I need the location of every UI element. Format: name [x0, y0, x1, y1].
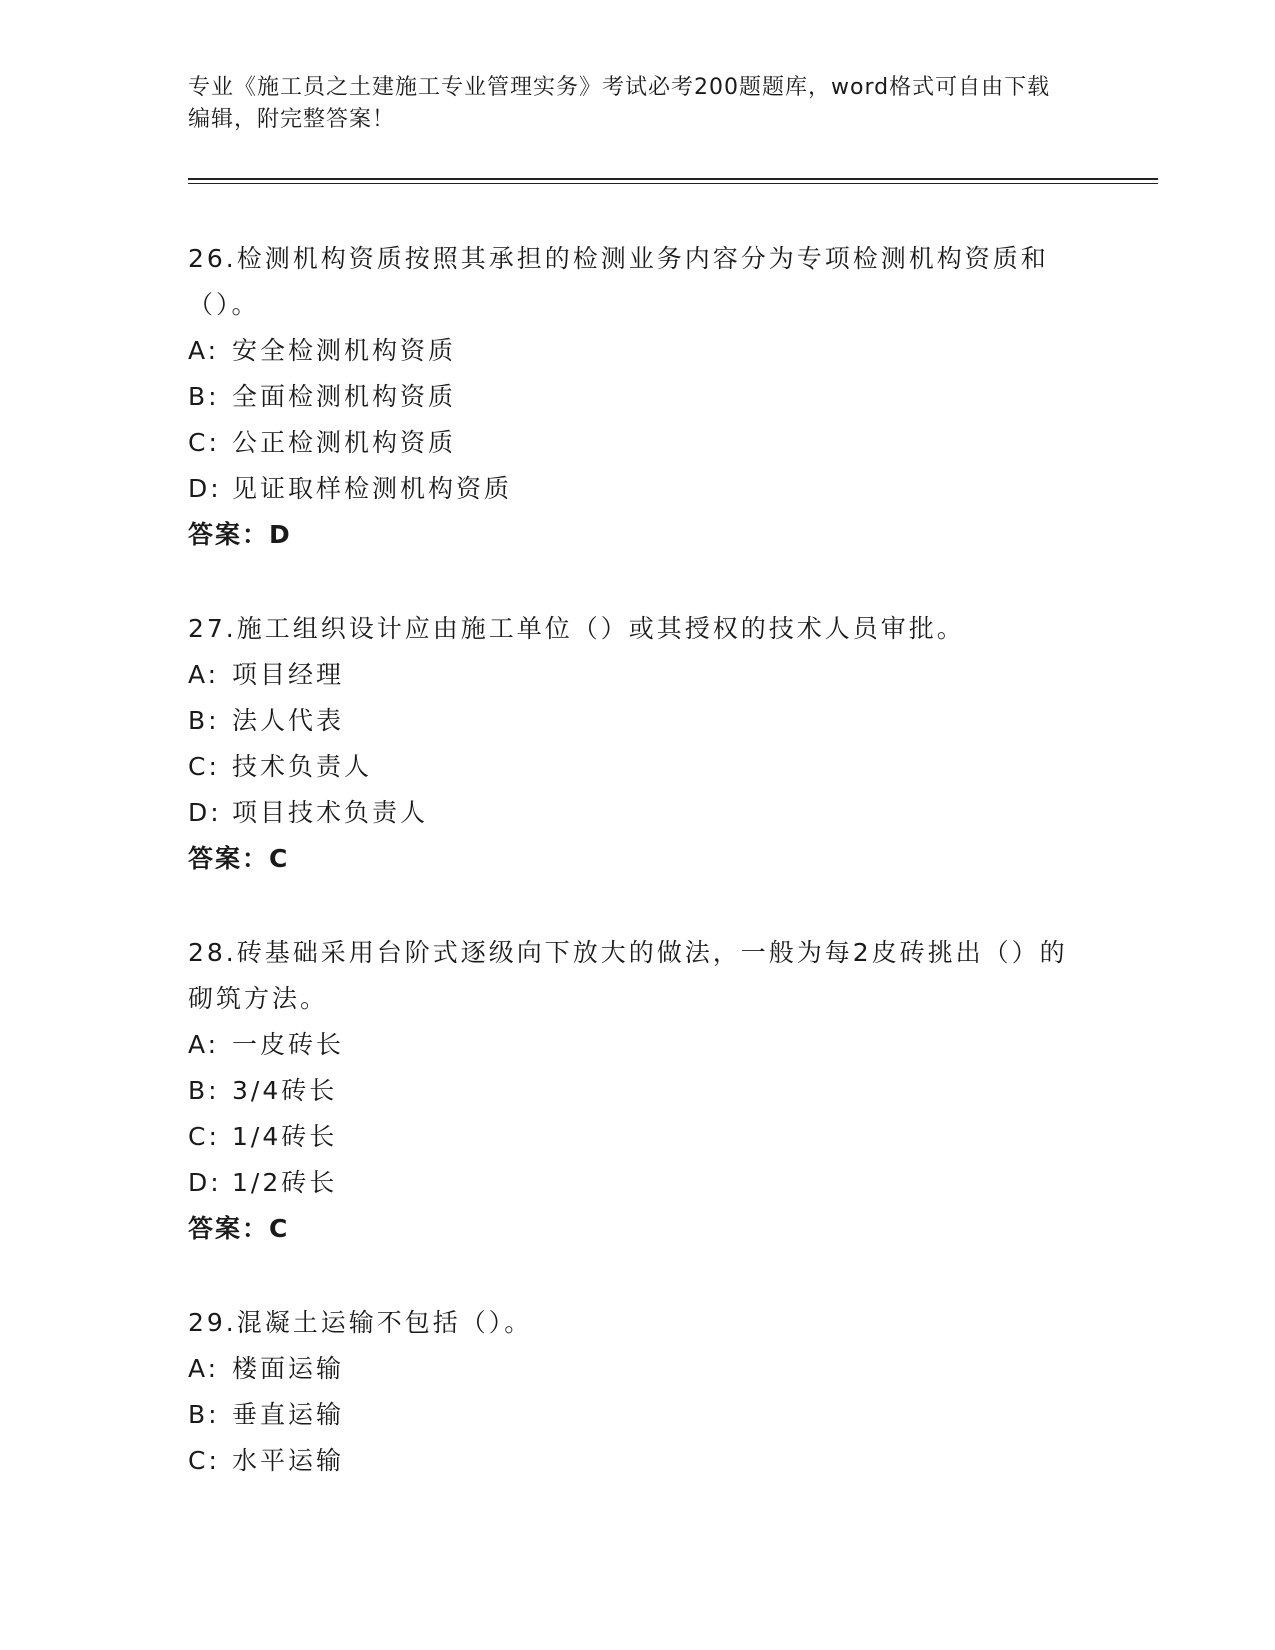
option-item: [188, 1068, 1088, 1114]
option-item: [188, 1438, 1088, 1484]
option-text: 水平运输: [232, 1446, 345, 1475]
option-text: 1/4砖长: [232, 1122, 338, 1151]
option-letter: C:: [188, 1446, 220, 1475]
document-header: 专业《施工员之土建施工专业管理实务》考试必考200题题库，word格式可自由下载编辑，附完整答案！: [188, 75, 1051, 132]
option-text: 公正检测机构资质: [232, 428, 457, 457]
question-text: 27.施工组织设计应由施工单位（）或其授权的技术人员审批。: [188, 614, 965, 643]
header-divider: [188, 178, 1158, 184]
option-letter: B:: [188, 382, 220, 411]
question-item: [188, 606, 1088, 882]
option-text: 1/2砖长: [232, 1168, 338, 1197]
option-letter: B:: [188, 1400, 220, 1429]
option-text: 项目经理: [232, 660, 345, 689]
option-letter: A:: [188, 1030, 220, 1059]
option-text: 技术负责人: [232, 752, 373, 781]
question-text: 26.检测机构资质按照其承担的检测业务内容分为专项检测机构资质和（）。: [188, 244, 1049, 319]
question-item: [188, 1300, 1088, 1484]
option-text: 一皮砖长: [232, 1030, 345, 1059]
option-letter: B:: [188, 1076, 220, 1105]
option-item: [188, 1022, 1088, 1068]
option-item: [188, 466, 1088, 512]
option-text: 3/4砖长: [232, 1076, 338, 1105]
option-item: [188, 1346, 1088, 1392]
question-text: 28.砖基础采用台阶式逐级向下放大的做法，一般为每2皮砖挑出（）的砌筑方法。: [188, 938, 1068, 1013]
option-item: [188, 744, 1088, 790]
option-text: 楼面运输: [232, 1354, 345, 1383]
option-item: [188, 790, 1088, 836]
option-item: [188, 1160, 1088, 1206]
answer-text: 答案：D: [188, 520, 292, 549]
option-item: [188, 698, 1088, 744]
option-letter: B:: [188, 706, 220, 735]
option-letter: C:: [188, 428, 220, 457]
option-item: [188, 420, 1088, 466]
question-item: [188, 236, 1088, 558]
option-letter: D:: [188, 798, 222, 827]
question-list: [188, 236, 1088, 1532]
question-text: 29.混凝土运输不包括（）。: [188, 1308, 533, 1337]
option-text: 见证取样检测机构资质: [232, 474, 513, 503]
question-item: [188, 930, 1088, 1252]
answer-text: 答案：C: [188, 1214, 290, 1243]
option-item: [188, 374, 1088, 420]
option-item: [188, 1392, 1088, 1438]
option-item: [188, 328, 1088, 374]
option-text: 项目技术负责人: [232, 798, 429, 827]
option-letter: C:: [188, 1122, 220, 1151]
option-text: 垂直运输: [232, 1400, 345, 1429]
option-item: [188, 1114, 1088, 1160]
option-text: 全面检测机构资质: [232, 382, 457, 411]
option-letter: D:: [188, 1168, 222, 1197]
option-letter: A:: [188, 336, 220, 365]
option-letter: A:: [188, 1354, 220, 1383]
option-letter: C:: [188, 752, 220, 781]
option-letter: D:: [188, 474, 222, 503]
option-text: 安全检测机构资质: [232, 336, 457, 365]
answer-text: 答案：C: [188, 844, 290, 873]
option-letter: A:: [188, 660, 220, 689]
option-item: [188, 652, 1088, 698]
option-text: 法人代表: [232, 706, 345, 735]
